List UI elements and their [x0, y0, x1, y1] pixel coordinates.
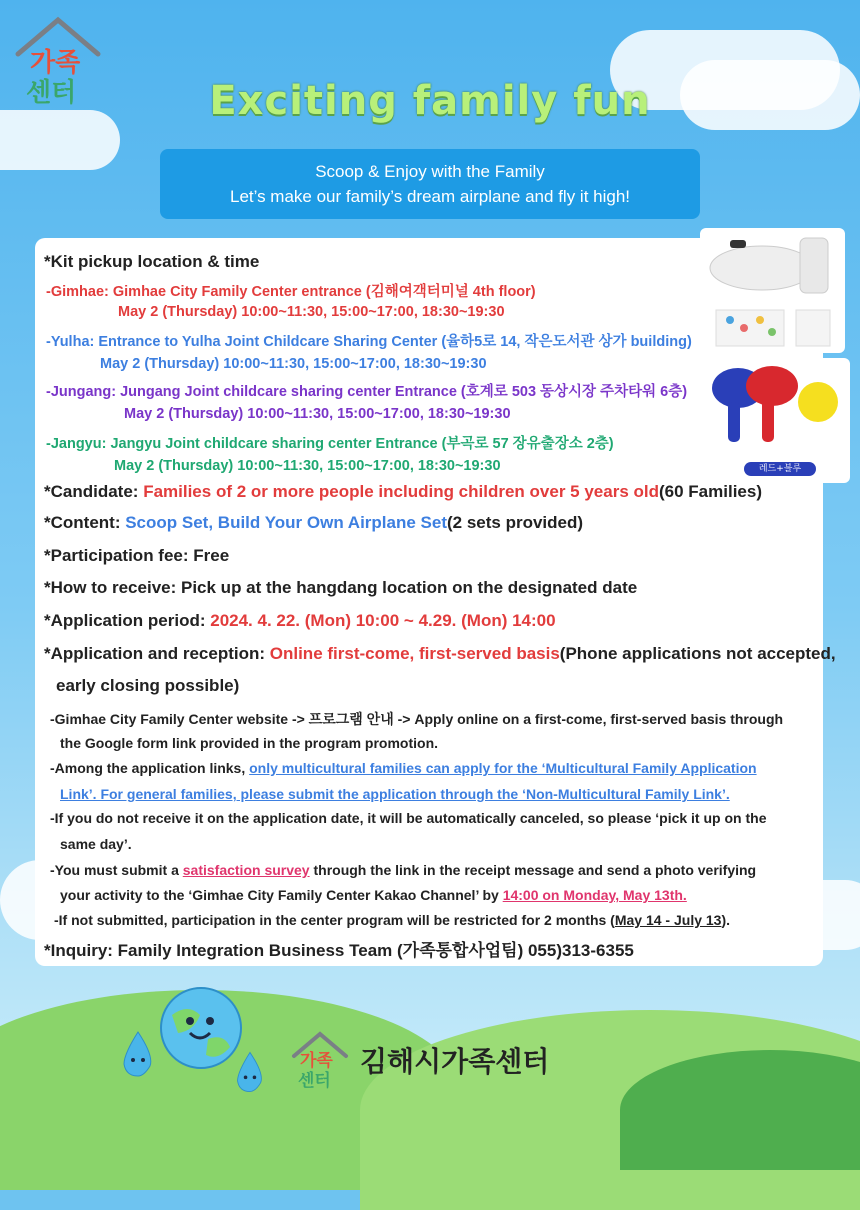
reception-line2: early closing possible) [56, 676, 240, 695]
earth-character-icon [158, 985, 244, 1071]
kit-heading: *Kit pickup location & time [44, 252, 260, 271]
banner-line1: Scoop & Enjoy with the Family [315, 162, 545, 181]
candidate-suffix: (60 Families) [659, 482, 762, 501]
multicultural-link-text[interactable]: only multicultural families can apply for the ‘Multicultural Family Application [249, 760, 757, 776]
yulha-location: -Yulha: Entrance to Yulha Joint Childcare Sharing Center (율하5로 14, 작은도서관 상가 building) [46, 334, 692, 350]
candidate-value: Families of 2 or more people including children over 5 years old [143, 482, 659, 501]
jungang-time: May 2 (Thursday) 10:00~11:30, 15:00~17:00, 18:30~19:30 [124, 406, 511, 422]
footer-logo-line1: 가족 [300, 1051, 333, 1071]
content-suffix: (2 sets provided) [447, 513, 584, 532]
note-4a-pre: -You must submit a [50, 862, 183, 878]
water-drop-icon [120, 1030, 156, 1078]
receive-row: *How to receive: Pick up at the hangdang location on the designated date [44, 578, 638, 597]
footer-logo [290, 1030, 350, 1090]
content-row [44, 513, 583, 533]
airplane-icon [700, 228, 845, 353]
banner-line2: Let’s make our family’s dream airplane and fly it high! [229, 187, 630, 206]
earth-mascot [158, 985, 244, 1071]
note-2a-pre: -Among the application links, [50, 760, 250, 776]
logo-text-line2: 센터 [26, 78, 77, 108]
candidate-row [44, 482, 762, 502]
note-1a: -Gimhae City Family Center website -> 프로그램 안내 -> Apply online on a first-come, first-served basis through [50, 711, 784, 727]
content-label: *Content: [44, 513, 126, 532]
satisfaction-survey-link[interactable]: satisfaction survey [182, 862, 310, 878]
note-4a [50, 862, 756, 878]
reception-label: *Application and reception: [44, 644, 270, 663]
logo-text-line1: 가족 [30, 48, 81, 78]
jangyu-time: May 2 (Thursday) 10:00~11:30, 15:00~17:00, 18:30~19:30 [114, 458, 501, 474]
reception-suffix: (Phone applications not accepted, [559, 644, 836, 663]
note-1b: the Google form link provided in the program promotion. [60, 735, 439, 751]
restriction-period: May 14 - July 13 [614, 912, 722, 928]
note-4b-pre: your activity to the ‘Gimhae City Family Center Kakao Channel’ by [60, 887, 503, 903]
subtitle-banner [160, 149, 700, 219]
fee-row: *Participation fee: Free [44, 546, 230, 565]
inquiry-row: *Inquiry: Family Integration Business Team (가족통합사업팀) 055)313-6355 [44, 941, 634, 960]
note-4a-post: through the link in the receipt message and send a photo verifying [309, 862, 757, 878]
yulha-time: May 2 (Thursday) 10:00~11:30, 15:00~17:00, 18:30~19:30 [100, 356, 487, 372]
product-badge: 레드+블루 [758, 464, 802, 474]
deadline-text: 14:00 on Monday, May 13th. [502, 887, 687, 903]
note-5 [54, 912, 730, 928]
water-drop-mascot [120, 1030, 156, 1082]
gimhae-time: May 2 (Thursday) 10:00~11:30, 15:00~17:00, 18:30~19:30 [118, 304, 505, 320]
note-4b [60, 887, 687, 903]
water-drop-icon [234, 1050, 266, 1094]
reception-row [44, 644, 836, 664]
scoop-set-image [700, 358, 850, 483]
footer-org-name: 김해시가족센터 [360, 1045, 550, 1078]
period-value: 2024. 4. 22. (Mon) 10:00 ~ 4.29. (Mon) 14:00 [210, 611, 556, 630]
content-value: Scoop Set, Build Your Own Airplane Set [125, 513, 447, 532]
jangyu-location: -Jangyu: Jangyu Joint childcare sharing center Entrance (부곡로 57 장유출장소 2층) [46, 436, 614, 452]
reception-value: Online first-come, first-served basis [269, 644, 560, 663]
non-multicultural-link-text[interactable]: Link’. For general families, please submit the application through the ‘Non-Multicultural Family Link’. [60, 786, 730, 802]
note-3a: -If you do not receive it on the application date, it will be automatically canceled, so please ‘pick it up on the [50, 810, 767, 826]
period-row [44, 611, 556, 631]
note-5-pre: -If not submitted, participation in the center program will be restricted for 2 months ( [54, 912, 615, 928]
page-title: Exciting family fun [209, 78, 651, 124]
footer-logo-line2: 센터 [298, 1071, 331, 1091]
note-3b: same day’. [60, 836, 132, 852]
period-label: *Application period: [44, 611, 211, 630]
note-5-post: ). [721, 912, 731, 928]
candidate-label: *Candidate: [44, 482, 144, 501]
airplane-kit-image [700, 228, 845, 353]
water-drop-mascot [234, 1050, 266, 1098]
note-2a [50, 760, 757, 776]
jungang-location: -Jungang: Jungang Joint childcare sharing center Entrance (호계로 503 동상시장 주차타워 6층) [46, 384, 688, 400]
gimhae-location: -Gimhae: Gimhae City Family Center entrance (김해여객터미널 4th floor) [46, 284, 536, 300]
